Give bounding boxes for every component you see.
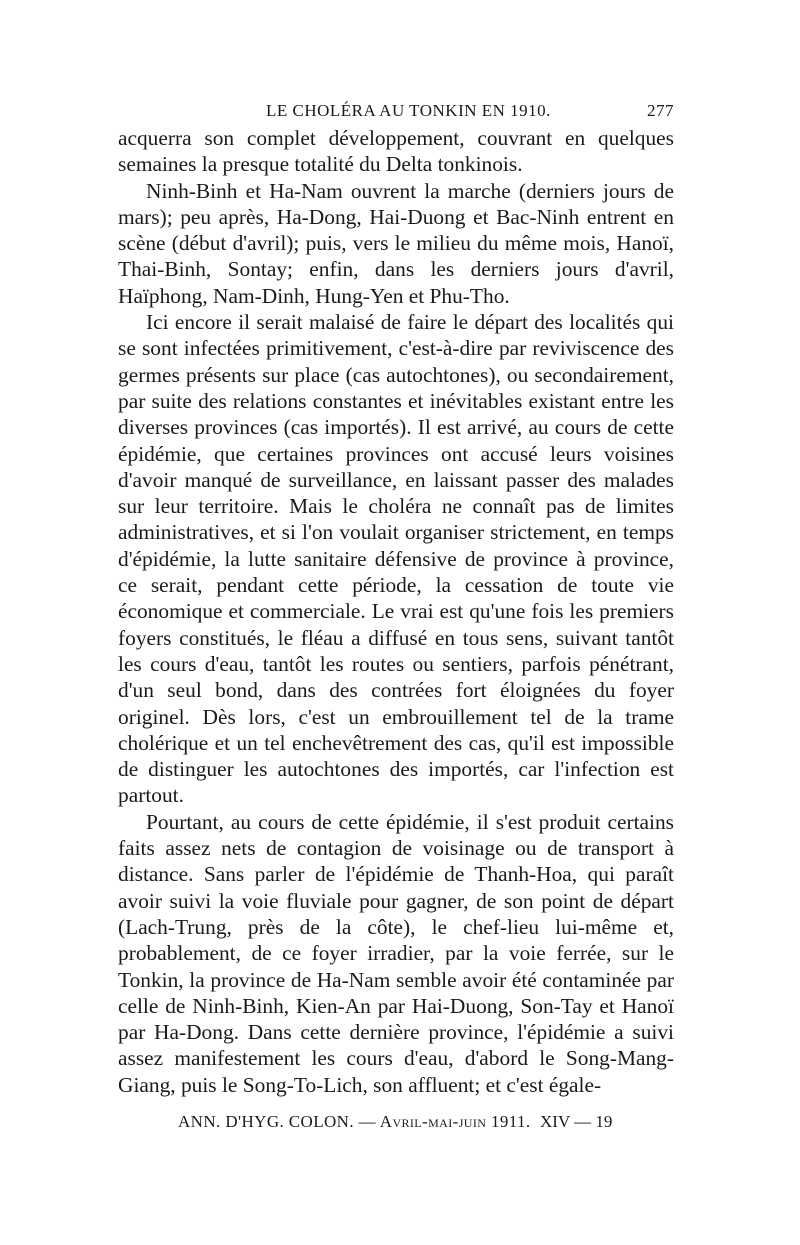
journal-citation: ANN. D'HYG. COLON. — Avril-mai-juin 1911.	[178, 1112, 531, 1131]
page-number: 277	[647, 101, 674, 120]
paragraph: Ici encore il serait malaisé de faire le départ des localités qui se sont infectées primitivement, c'est-à-dire par reviviscence des germes présents sur place (cas autochtones), ou secondairement, par suite des relations constantes et inévitables existant entre les diverses provinces (cas importés). Il est arrivé, au cours de cette épidémie, que certaines provinces ont accusé leurs voisines d'avoir manqué de surveillance, en laissant passer des malades sur leur territoire. Mais le choléra ne connaît pas de limites administratives, et si l'on voulait organiser strictement, en temps d'épidémie, la lutte sanitaire défensive de province à province, ce serait, pendant cette période, la cessation de toute vie économique et commerciale. Le vrai est qu'une fois les premiers foyers constitués, le fléau a diffusé en tous sens, suivant tantôt les cours d'eau, tantôt les routes ou sentiers, parfois pénétrant, d'un seul bond, dans des contrées fort éloignées du foyer originel. Dès lors, c'est un embrouillement tel de la trame cholérique et un tel enchevêtrement des cas, qu'il est impossible de distinguer les autochtones des importés, car l'infection est partout.	[118, 310, 674, 808]
paragraph-continuation: acquerra son complet développement, couvrant en quelques semaines la presque totalité du Delta tonkinois.	[118, 126, 674, 177]
paragraph: Ninh-Binh et Ha-Nam ouvrent la marche (derniers jours de mars); peu après, Ha-Dong, Hai-Duong et Bac-Ninh entrent en scène (début d'avril); puis, vers le milieu du même mois, Hanoï, Thai-Binh, Sontay; enfin, dans les derniers jours d'avril, Haïphong, Nam-Dinh, Hung-Yen et Phu-Tho.	[118, 178, 674, 308]
paragraph: Pourtant, au cours de cette épidémie, il s'est produit certains faits assez nets de contagion de voisinage ou de transport à distance. Sans parler de l'épidémie de Thanh-Hoa, qui paraît avoir suivi la voie fluviale pour gagner, de son point de départ (Lach-Trung, près de la côte), le chef-lieu lui-même et, probablement, de ce foyer irradier, par la voie ferrée, sur le Tonkin, la province de Ha-Nam semble avoir été contaminée par celle de Ninh-Binh, Kien-An par Hai-Duong, Son-Tay et Hanoï par Ha-Dong. Dans cette dernière province, l'épidémie a suivi assez manifestement les cours d'eau, d'abord le Song-Mang-Giang, puis le Song-To-Lich, son affluent; et c'est égale-	[118, 809, 674, 1097]
document-page	[118, 95, 674, 1098]
running-title: LE CHOLÉRA AU TONKIN EN 1910.	[266, 101, 551, 120]
running-head	[118, 95, 674, 123]
signature-mark: XIV — 19	[540, 1112, 613, 1131]
body-text	[118, 125, 674, 1098]
page-footer	[178, 1112, 658, 1132]
